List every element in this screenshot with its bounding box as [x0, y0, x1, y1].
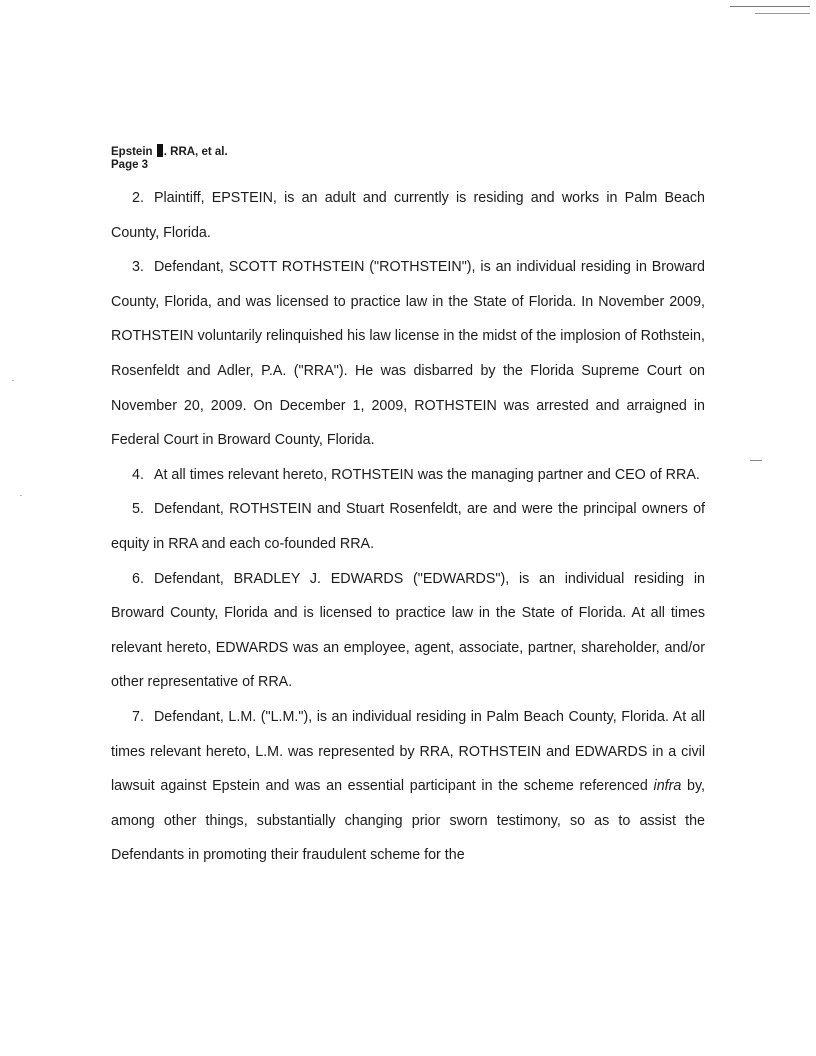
- paragraph-text: Plaintiff, EPSTEIN, is an adult and currently is residing and works in Palm Beach County, Florida.: [111, 190, 705, 241]
- paragraph-text-continued: by, among other things, substantially changing prior sworn testimony, so as to assist the Defendants in promoting their fraudulent scheme for the: [111, 778, 706, 864]
- paragraph-number: 3.: [132, 259, 144, 276]
- paragraph-number: 6.: [132, 570, 144, 587]
- page-label: Page 3: [111, 159, 149, 171]
- document-body: [111, 181, 705, 873]
- paragraph-2: [111, 181, 705, 250]
- scan-top-rule: [730, 6, 810, 7]
- paragraph-text: Defendant, ROTHSTEIN and Stuart Rosenfeldt, are and were the principal owners of equity in RRA and each co-founded RRA.: [111, 501, 705, 552]
- paragraph-4: [111, 458, 705, 493]
- paragraph-number: 2.: [132, 190, 144, 206]
- paragraph-number: 4.: [132, 466, 144, 483]
- scan-speck: [20, 495, 22, 496]
- paragraph-5: [111, 492, 705, 561]
- case-name-before: Epstein: [111, 146, 153, 158]
- scan-top-rule-secondary: [755, 13, 810, 14]
- paragraph-text: At all times relevant hereto, ROTHSTEIN was the managing partner and CEO of RRA.: [153, 466, 700, 483]
- italic-term: infra: [653, 778, 682, 795]
- paragraph-number: 7.: [132, 708, 144, 725]
- case-name-after: . RRA, et al.: [163, 146, 228, 158]
- paragraph-number: 5.: [132, 501, 144, 518]
- paragraph-6: [111, 562, 705, 700]
- paragraph-7: [111, 700, 705, 873]
- redaction-block: [157, 144, 163, 157]
- scan-speck: [12, 380, 14, 381]
- paragraph-3: [111, 250, 705, 458]
- page-header: [111, 144, 228, 172]
- paragraph-text: Defendant, BRADLEY J. EDWARDS ("EDWARDS"), is an individual residing in Broward County, Florida and is licensed to practice law in the State of Florida. At all times relevant hereto, EDWARDS was an employee, agent, associate, partner, shareholder, and/or other representative of RRA.: [111, 570, 705, 691]
- case-caption: [111, 144, 228, 159]
- scan-speck: [750, 460, 762, 461]
- paragraph-text: Defendant, L.M. ("L.M."), is an individual residing in Palm Beach County, Florida. At all times relevant hereto, L.M. was represented by RRA, ROTHSTEIN and EDWARDS in a civil lawsuit against Epstein and was an essential participant in the scheme referenced: [111, 708, 705, 795]
- paragraph-text: Defendant, SCOTT ROTHSTEIN ("ROTHSTEIN"), is an individual residing in Broward County, Florida, and was licensed to practice law in the State of Florida. In November 2009, ROTHSTEIN voluntarily relinquished his law license in the midst of the implosion of Rothstein, Rosenfeldt and Adler, P.A. ("RRA"). He was disbarred by the Florida Supreme Court on November 20, 2009. On December 1, 2009, ROTHSTEIN was arrested and arraigned in Federal Court in Broward County, Florida.: [111, 259, 705, 449]
